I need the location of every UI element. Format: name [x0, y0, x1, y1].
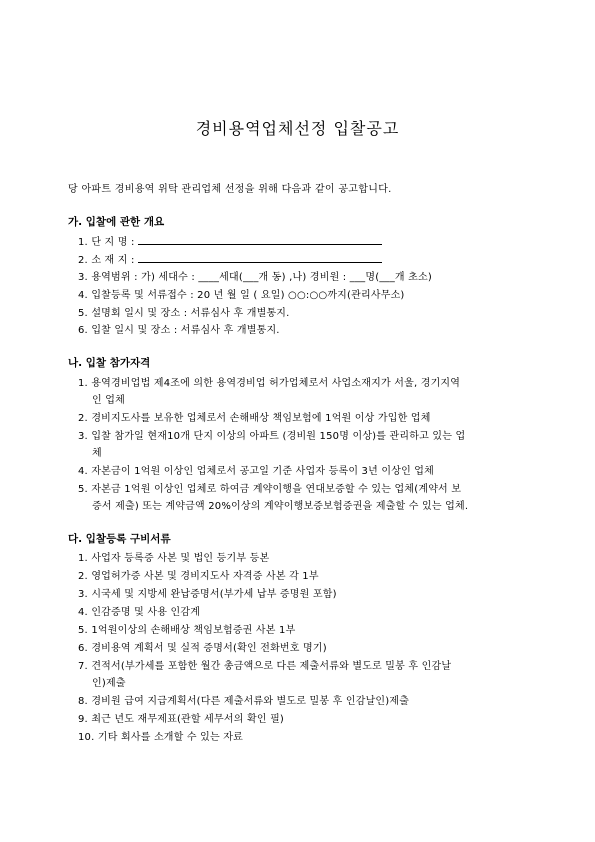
list-item: 10. 기타 회사를 소개할 수 있는 자료	[78, 732, 243, 743]
section-heading-documents: 다. 입찰등록 구비서류	[68, 533, 171, 545]
list-item: 3. 시국세 및 지방세 완납증명서(부가세 납부 증명원 포함)	[78, 589, 337, 600]
list-item: 1. 용역경비업법 제4조에 의한 용역경비업 허가업체로서 사업소재지가 서울, 경기지역	[78, 378, 461, 389]
list-item: 7. 견적서(부가세를 포함한 월간 총금액으로 다른 제출서류와 별도로 밀봉 후 인감날	[78, 661, 452, 672]
list-item: 4. 자본금이 1억원 이상인 업체로서 공고일 기준 사업자 등록이 3년 이상인 업체	[78, 466, 435, 477]
list-item: 8. 경비원 급여 지급계획서(다른 제출서류와 별도로 밀봉 후 인감날인)제출	[78, 696, 410, 707]
list-item: 4. 인감증명 및 사용 인감계	[78, 607, 201, 618]
list-item: 5. 자본금 1억원 이상인 업체로 하여금 계약이행을 연대보증할 수 있는 업체(계약서 보	[78, 484, 462, 495]
list-item: 9. 최근 년도 재무제표(관할 세무서의 확인 필)	[78, 714, 285, 725]
list-item: 1. 사업자 등록증 사본 및 법인 등기부 등본	[78, 553, 270, 564]
list-item: 3. 입찰 참가일 현재10개 단지 이상의 아파트 (경비원 150명 이상)를 관리하고 있는 업	[78, 431, 466, 442]
list-item-continuation: 체	[92, 448, 102, 459]
list-item: 1. 단 지 명 :	[78, 233, 382, 248]
blank-line	[138, 234, 382, 245]
intro-text: 당 아파트 경비용역 위탁 관리업체 선정을 위해 다음과 같이 공고합니다.	[68, 184, 392, 195]
section-heading-overview: 가. 입찰에 관한 개요	[68, 216, 165, 228]
list-item: 6. 경비용역 계획서 및 실적 증명서(확인 전화번호 명기)	[78, 643, 327, 654]
list-item: 6. 입찰 일시 및 장소 : 서류심사 후 개별통지.	[78, 325, 280, 336]
page-title: 경비용역업체선정 입찰공고	[195, 119, 400, 138]
blank-line	[138, 252, 382, 263]
list-item: 5. 1억원이상의 손해배상 책임보험증권 사본 1부	[78, 625, 296, 636]
list-item: 2. 경비지도사를 보유한 업체로서 손해배상 책임보험에 1억원 이상 가입한 업체	[78, 413, 431, 424]
list-item: 5. 설명회 일시 및 장소 : 서류심사 후 개별통지.	[78, 308, 290, 319]
list-item: 2. 영업허가증 사본 및 경비지도사 자격증 사본 각 1부	[78, 571, 319, 582]
list-item: 2. 소 재 지 :	[78, 251, 382, 266]
list-item-continuation: 인 업체	[92, 395, 125, 406]
list-item-continuation: 증서 제출) 또는 계약금액 20%이상의 계약이행보증보험증권을 제출할 수 있는 업체.	[92, 501, 469, 512]
list-item: 4. 입찰등록 및 서류접수 : 20 년 월 일 ( 요일) ○○:○○까지(관리사무소)	[78, 290, 405, 301]
list-item: 3. 용역범위 : 가) 세대수 : ____세대(___개 동) ,나) 경비원 : ___명(___개 초소)	[78, 272, 432, 283]
section-heading-qualification: 나. 입찰 참가자격	[68, 357, 151, 369]
list-item-continuation: 인)제출	[92, 678, 126, 689]
